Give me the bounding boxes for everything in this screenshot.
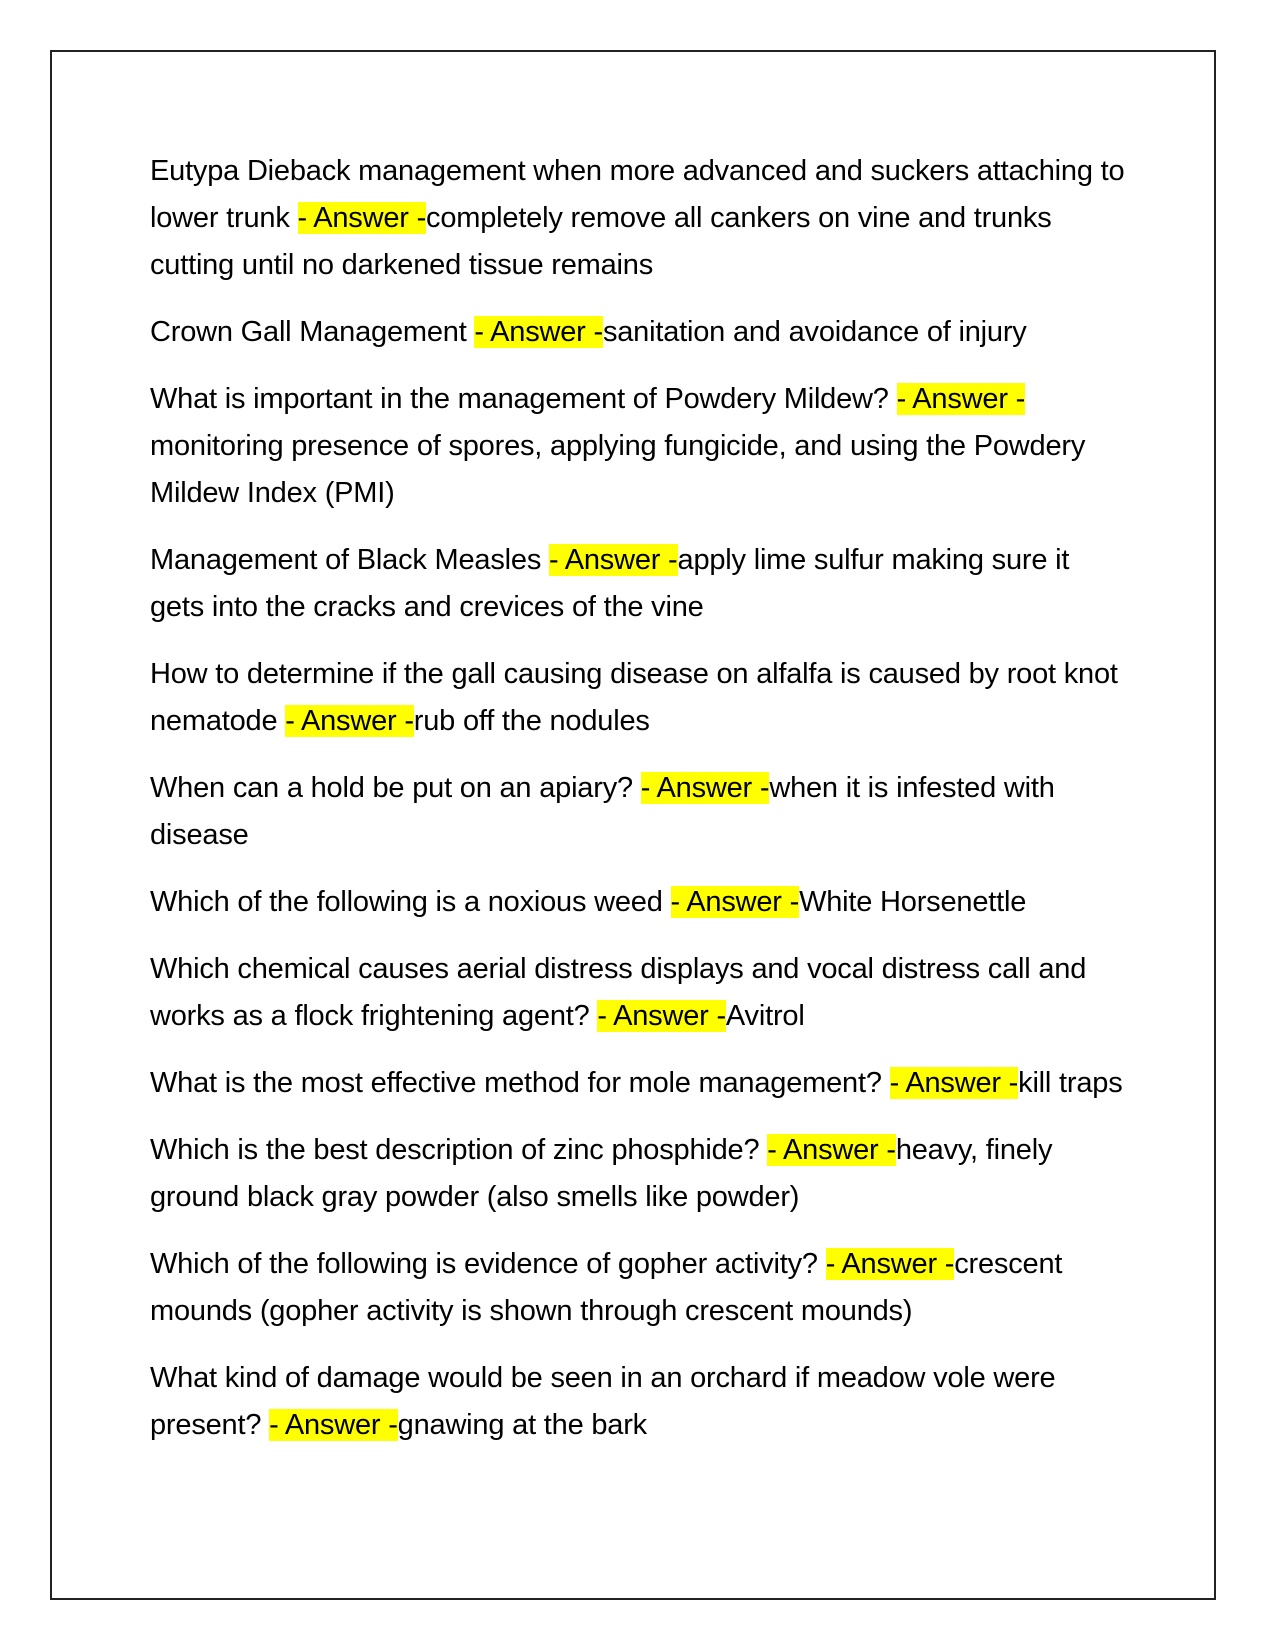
question-text: Which chemical causes aerial distress displays and vocal distress call and works as a flock frightening agent? (150, 953, 1087, 1032)
question-text: Crown Gall Management (150, 316, 475, 348)
question-text: Which of the following is a noxious weed (150, 886, 671, 918)
answer-text: monitoring presence of spores, applying fungicide, and using the Powdery Mildew Index (PMI) (150, 430, 1086, 509)
question-text: What kind of damage would be seen in an orchard if meadow vole were present? (150, 1362, 1056, 1441)
answer-text: apply lime sulfur making sure it gets into the cracks and crevices of the vine (150, 544, 1070, 623)
answer-marker: - Answer - (285, 705, 414, 737)
answer-marker: - Answer - (640, 772, 770, 804)
answer-marker: - Answer - (670, 886, 800, 918)
question-text: Eutypa Dieback management when more advanced and suckers attaching to lower trunk (150, 155, 1125, 234)
qa-list (150, 148, 1130, 1469)
answer-marker: - Answer - (767, 1134, 896, 1166)
qa-item (150, 1060, 1130, 1107)
qa-item (150, 879, 1130, 926)
qa-item (150, 376, 1130, 517)
answer-marker: - Answer - (597, 1000, 726, 1032)
question-text: Which is the best description of zinc phosphide? (150, 1134, 768, 1166)
qa-item (150, 1127, 1130, 1221)
answer-text: kill traps (1018, 1067, 1123, 1099)
question-text: When can a hold be put on an apiary? (150, 772, 641, 804)
answer-text: heavy, finely ground black gray powder (also smells like powder) (150, 1134, 1053, 1213)
qa-item (150, 148, 1130, 289)
question-text: How to determine if the gall causing disease on alfalfa is caused by root knot nematode (150, 658, 1118, 737)
question-text: Which of the following is evidence of gopher activity? (150, 1248, 826, 1280)
answer-text: gnawing at the bark (397, 1409, 647, 1441)
qa-item (150, 765, 1130, 859)
qa-item (150, 537, 1130, 631)
answer-marker: - Answer - (825, 1248, 955, 1280)
qa-item (150, 651, 1130, 745)
question-text: Management of Black Measles (150, 544, 549, 576)
answer-marker: - Answer - (548, 544, 678, 576)
answer-text: completely remove all cankers on vine and trunks cutting until no darkened tissue remains (150, 202, 1052, 281)
answer-text: Avitrol (725, 1000, 805, 1032)
question-text: What is important in the management of Powdery Mildew? (150, 383, 897, 415)
answer-marker: - Answer - (474, 316, 603, 348)
answer-marker: - Answer - (896, 383, 1026, 415)
answer-text: when it is infested with disease (150, 772, 1055, 851)
answer-text: crescent mounds (gopher activity is shown through crescent mounds) (150, 1248, 1063, 1327)
answer-marker: - Answer - (269, 1409, 398, 1441)
qa-item (150, 946, 1130, 1040)
qa-item (150, 1355, 1130, 1449)
qa-item (150, 309, 1130, 356)
question-text: What is the most effective method for mole management? (150, 1067, 890, 1099)
qa-item (150, 1241, 1130, 1335)
answer-text: White Horsenettle (799, 886, 1027, 918)
answer-marker: - Answer - (297, 202, 427, 234)
answer-marker: - Answer - (889, 1067, 1019, 1099)
answer-text: sanitation and avoidance of injury (602, 316, 1027, 348)
answer-text: rub off the nodules (413, 705, 650, 737)
